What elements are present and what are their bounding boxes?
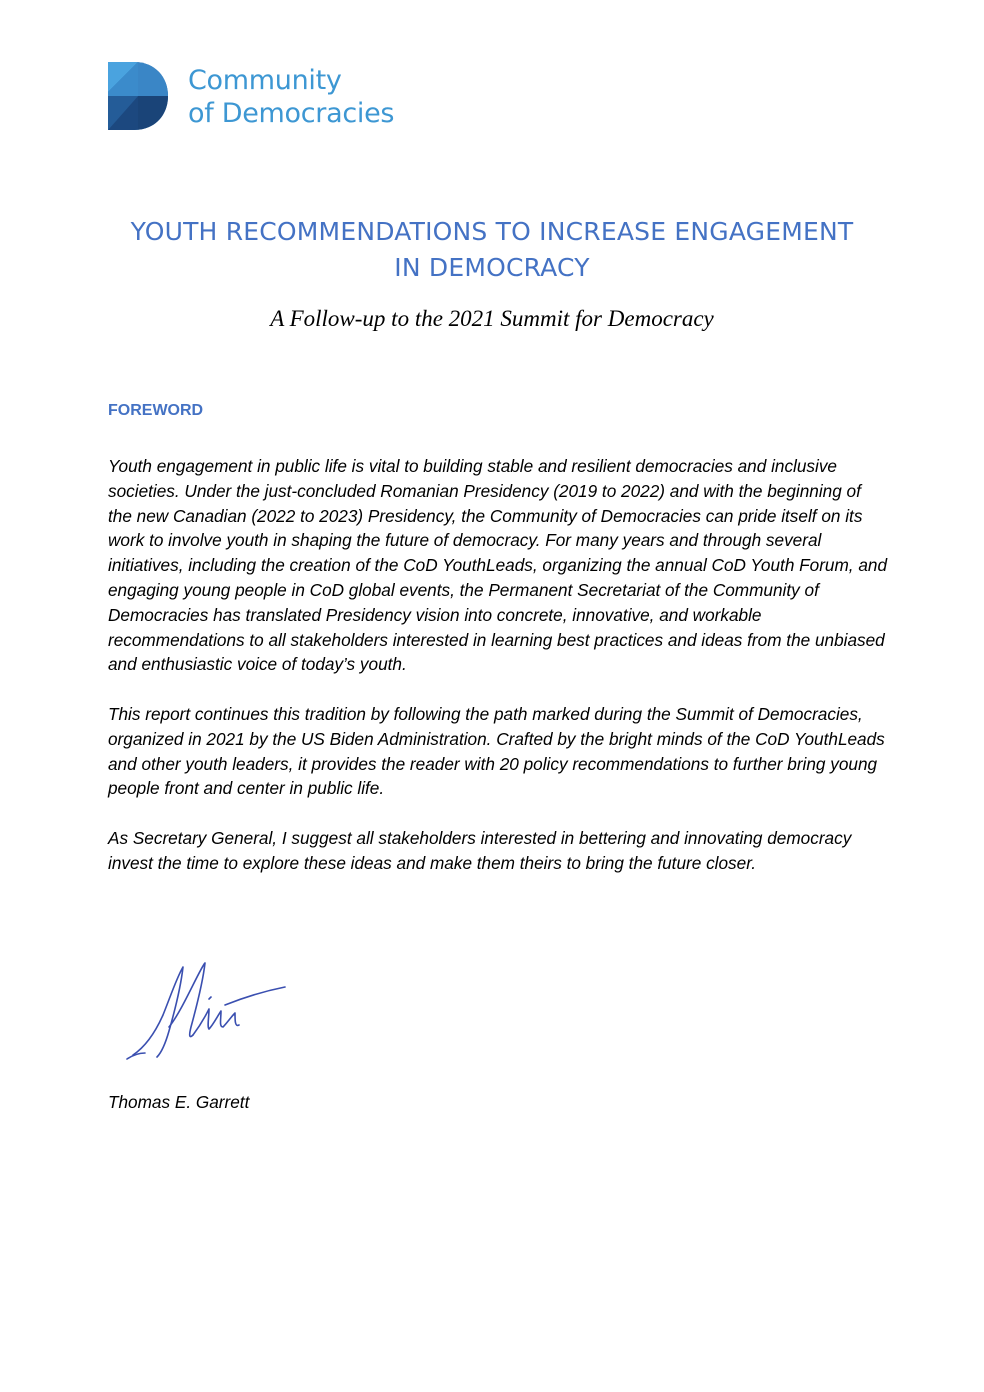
community-of-democracies-logo-mark xyxy=(108,62,168,130)
signer-name: Thomas E. Garrett xyxy=(108,1092,250,1112)
foreword-paragraph-2: This report continues this tradition by following the path marked during the Summit of Democracies, organized in 2021 by the US Biden Administration. Crafted by the bright minds of the CoD YouthLeads and other youth leaders, it provides the reader with 20 policy recommendations to further bring young people front and center in public life. xyxy=(108,703,885,799)
logo-line-1: Community xyxy=(188,65,342,96)
title-line-2: IN DEMOCRACY xyxy=(394,253,590,282)
logo-line-2: of Democracies xyxy=(188,98,395,129)
handwritten-signature xyxy=(125,955,295,1065)
foreword-paragraph-1: Youth engagement in public life is vital to building stable and resilient democracies and inclusive societies. Under the just-concluded Romanian Presidency (2019 to 2022) and with the beginning of the new Canadian (2022 to 2023) Presidency, the Community of Democracies can pride itself on its work to involve youth in shaping the future of democracy. For many years and through several initiatives, including the creation of the CoD YouthLeads, organizing the annual CoD Youth Forum, and engaging young people in CoD global events, the Permanent Secretariat of the Community of Democracies has translated Presidency vision into concrete, innovative, and workable recommendations to all stakeholders interested in learning best practices and ideas from the unbiased and enthusiastic voice of today’s youth. xyxy=(108,456,888,675)
logo-wordmark xyxy=(188,64,394,130)
document-subtitle: A Follow-up to the 2021 Summit for Democracy xyxy=(270,306,714,331)
foreword-body xyxy=(108,454,888,900)
document-title xyxy=(92,214,892,286)
section-heading-foreword: FOREWORD xyxy=(108,402,204,419)
title-line-1: YOUTH RECOMMENDATIONS TO INCREASE ENGAGEMENT xyxy=(130,217,854,246)
foreword-paragraph-3: As Secretary General, I suggest all stakeholders interested in bettering and innovating democracy invest the time to explore these ideas and make them theirs to bring the future closer. xyxy=(108,827,852,873)
logo xyxy=(108,62,394,130)
